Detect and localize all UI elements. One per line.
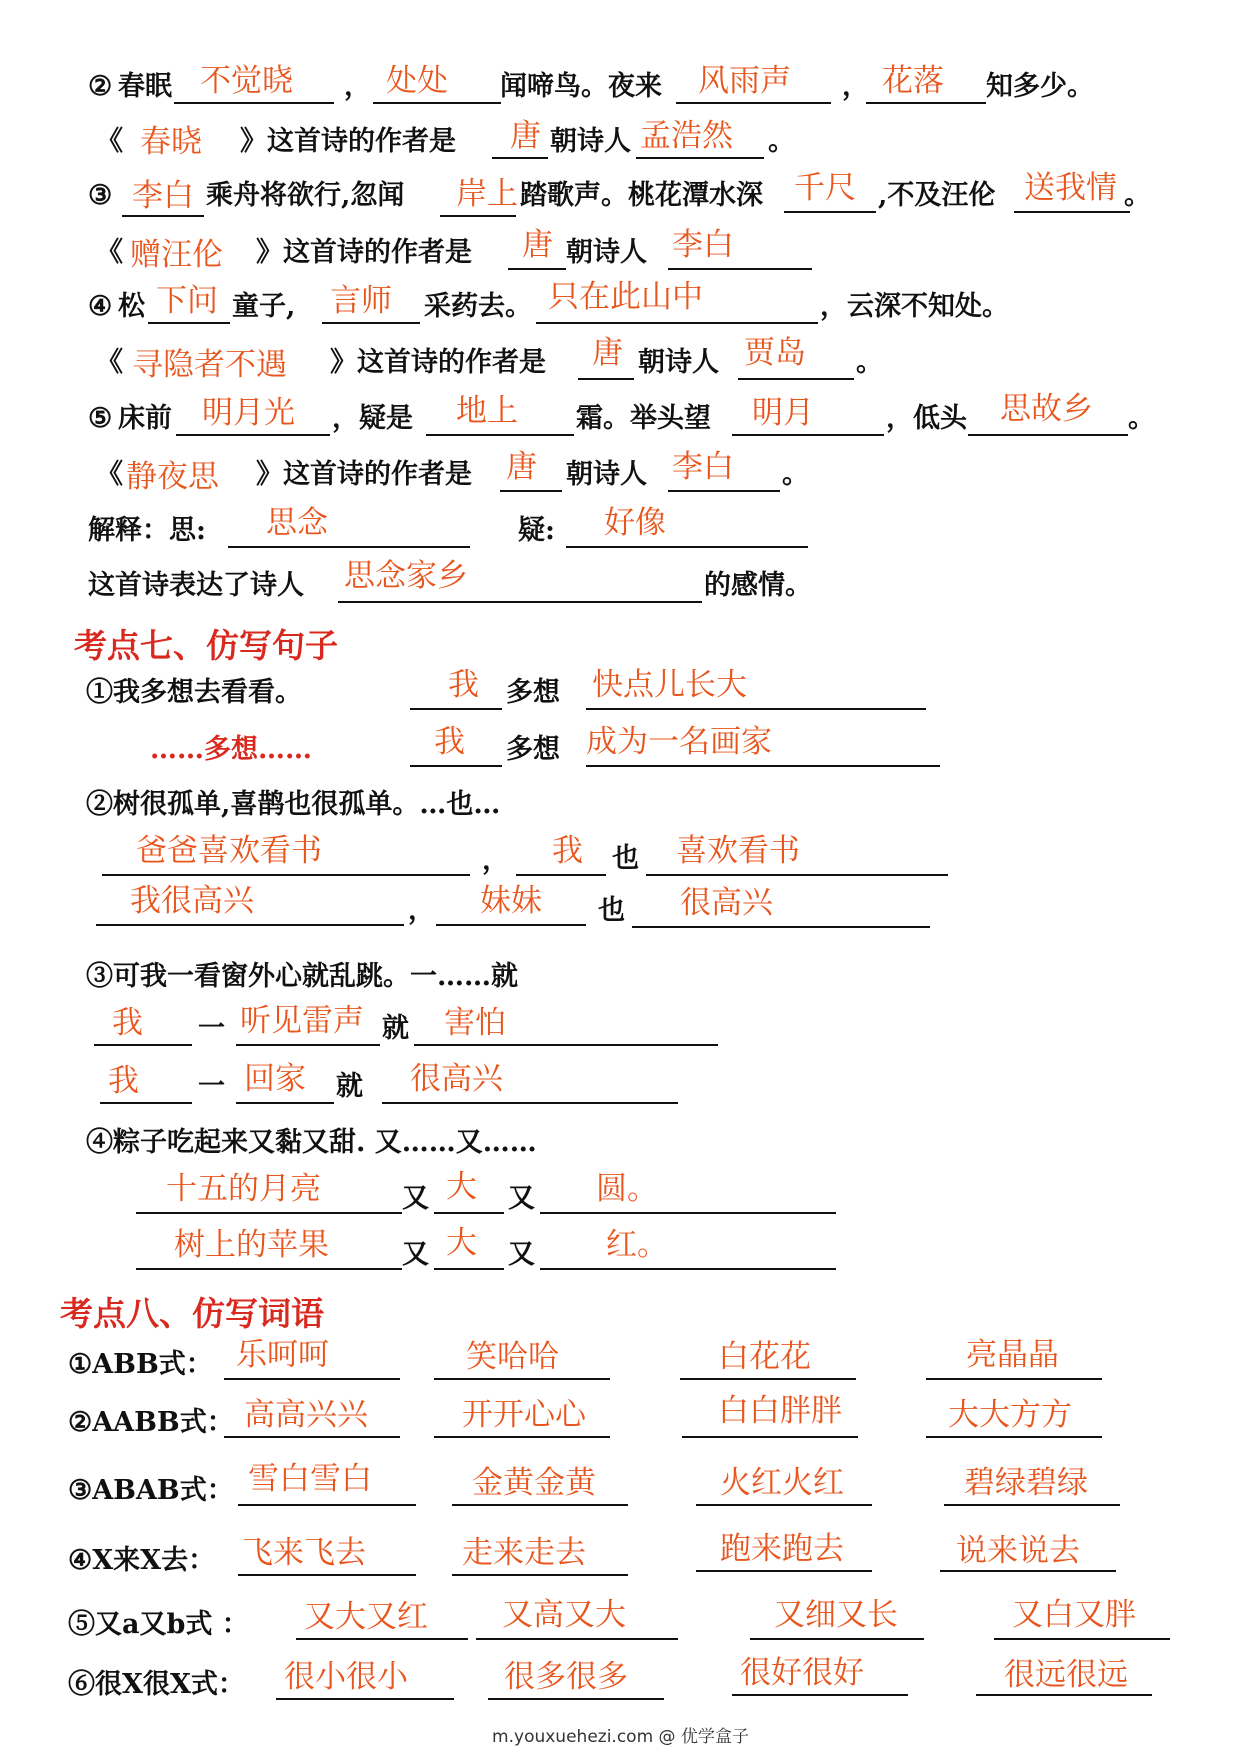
blank-line [96,924,404,926]
question-text: 朝诗人 [566,459,647,490]
answer: 很高兴 [680,885,773,921]
separator: ， [482,845,509,876]
blank-line [236,1044,380,1046]
blank-line [508,268,566,270]
blank-line [296,1638,468,1640]
blank-line [750,1638,924,1640]
answer: 送我情 [1024,170,1117,206]
blank-line [452,1504,628,1506]
word-pattern-label: ⑤又a又b式 ： [68,1609,249,1640]
word-row [0,1393,1241,1448]
question-text: 的感情。 [704,570,812,601]
verse-text: 闻啼鸟。夜来 [500,71,662,102]
blank-line [434,1268,504,1270]
s7-q3-row2 [0,1062,1241,1112]
answer: 李白 [132,178,194,214]
answer-word: 白白胖胖 [718,1393,842,1429]
answer-word: 大大方方 [948,1397,1072,1433]
word-pattern-label: ④X来X去： [68,1545,216,1576]
answer: 爸爸喜欢看书 [136,833,322,869]
answer: 言师 [330,283,392,319]
blank-line [732,1694,908,1696]
blank-line [338,601,702,603]
word-pattern-label: ①ABB式： [68,1349,213,1380]
answer: 岸上 [456,176,518,212]
answer: 红。 [606,1227,668,1263]
verse-text: ， [842,71,869,102]
answer: 大 [446,1225,477,1261]
word-row [0,1597,1241,1650]
answer-poet: 李白 [672,449,734,485]
blank-line [696,1504,872,1506]
question-text: 》这首诗的作者是 [256,237,472,268]
s7-q2-row2 [0,884,1241,934]
poem5-verse-line [0,391,1241,444]
answer-poem-title: 赠汪伦 [130,237,223,273]
question-text: 朝诗人 [566,237,647,268]
blank-line [866,102,986,104]
answer-word: 开开心心 [462,1397,586,1433]
blank-line [1014,211,1130,213]
answer: 好像 [604,505,666,541]
s7-q2-row1 [0,834,1241,884]
answer: 回家 [244,1061,306,1097]
question-text: 朝诗人 [550,126,631,157]
blank-line [228,546,470,548]
answer-word: 很小很小 [284,1659,408,1695]
blank-line [410,708,502,710]
verse-text: 。 [1124,180,1151,211]
question-text: 。 [768,126,795,157]
answer-word: 笑哈哈 [466,1339,559,1375]
s7-q1-row1 [0,668,1241,718]
blank-line [578,378,634,380]
answer-poet: 孟浩然 [640,118,733,154]
sentence-prompt: ①我多想去看看。 [86,677,302,708]
answer: 我 [108,1063,139,1099]
answer: 花落 [882,63,944,99]
separator: ， [408,895,435,926]
blank-line [174,102,334,104]
sentence-prompt: ③可我一看窗外心就乱跳。一……就 [86,961,518,992]
blank-line [414,1044,718,1046]
pattern-word: 又 [402,1239,429,1270]
blank-line [586,765,940,767]
blank-line [636,157,764,159]
verse-text: 松 [118,291,145,322]
s7-q2-prompt [0,780,1241,830]
poem5-author-line [0,450,1241,500]
verse-text: ，云深不知处。 [820,291,1009,322]
answer: 我 [112,1005,143,1041]
blank-line [122,215,204,217]
answer: 处处 [386,63,448,99]
verse-text: ，疑是 [332,403,413,434]
question-text: 》这首诗的作者是 [256,459,472,490]
pattern-word: 一 [198,1013,225,1044]
word-row [0,1337,1241,1390]
blank-line [476,1638,678,1640]
s7-q3-row1 [0,1004,1241,1054]
answer-word: 碧绿碧绿 [964,1465,1088,1501]
answer: 喜欢看书 [676,833,800,869]
blank-line [682,1436,858,1438]
blank-line [540,1268,836,1270]
book-bracket: 《 [96,347,123,378]
blank-line [676,102,831,104]
answer: 害怕 [444,1005,506,1041]
answer-word: 金黄金黄 [472,1465,596,1501]
answer-word: 又白又胖 [1012,1597,1136,1633]
answer: 我 [448,667,479,703]
book-bracket: 《 [96,459,123,490]
answer-dynasty: 唐 [510,118,541,154]
answer-poem-title: 春晓 [140,124,202,160]
answer: 我 [434,724,465,760]
pattern-word: 又 [402,1183,429,1214]
pattern-word: 也 [612,843,639,874]
blank-line [586,708,926,710]
blank-line [732,434,884,436]
blank-line [696,1570,872,1572]
s7-q4-prompt [0,1118,1241,1168]
site-footer: m.youxuehezi.com @ 优学盒子 [492,1727,749,1747]
blank-line [452,1574,628,1576]
verse-text: ,不及汪伦 [878,180,996,211]
answer: 明月 [752,395,814,431]
answer: 千尺 [794,170,856,206]
sentence-prompt: ②树很孤单,喜鹊也很孤单。…也… [86,789,501,820]
blank-line [322,322,420,324]
answer-word: 说来说去 [956,1533,1080,1569]
word-pattern-label: ②AABB式： [68,1407,234,1438]
question-number: ④ [88,291,113,322]
blank-line [136,1268,402,1270]
word-row [0,1461,1241,1516]
answer: 地上 [456,393,518,429]
answer-poet: 李白 [672,227,734,263]
answer-poet: 贾岛 [744,335,806,371]
answer-word: 飞来飞去 [242,1535,366,1571]
blank-line [148,322,230,324]
blank-line [646,874,948,876]
blank-line [994,1638,1170,1640]
blank-line [668,268,812,270]
answer-word: 又大又红 [304,1599,428,1635]
blank-line [238,1574,416,1576]
blank-line [102,874,470,876]
question-text: 。 [856,347,883,378]
answer-word: 高高兴兴 [244,1397,368,1433]
blank-line [976,1694,1152,1696]
answer-dynasty: 唐 [506,449,537,485]
blank-line [434,1212,504,1214]
poem4-author-line [0,335,1241,388]
answer-word: 跑来跑去 [720,1531,844,1567]
answer-word: 亮晶晶 [966,1337,1059,1373]
section-heading: 考点七、仿写句子 [74,626,338,665]
verse-text: 乘舟将欲行,忽闻 [206,180,405,211]
answer: 明月光 [202,395,295,431]
book-bracket: 《 [96,237,123,268]
book-bracket: 《 [96,126,123,157]
blank-line [94,1044,192,1046]
blank-line [940,1570,1116,1572]
answer-word: 白花花 [718,1339,811,1375]
answer-word: 又细又长 [774,1597,898,1633]
blank-line [136,1212,402,1214]
answer: 妹妹 [480,883,542,919]
s7-q4-row2 [0,1225,1241,1278]
explain-label: 疑: [518,515,555,546]
question-text: 朝诗人 [638,347,719,378]
verse-text: 床前 [118,403,172,434]
pattern-word: 多想 [506,677,560,708]
word-pattern-label: ⑥很X很X式： [68,1669,245,1700]
answer: 不觉晓 [200,63,293,99]
verse-text: 春眠 [118,71,172,102]
question-text: 这首诗表达了诗人 [88,570,304,601]
question-text: 》这首诗的作者是 [330,347,546,378]
answer: 十五的月亮 [166,1171,321,1207]
poem3-author-line [0,228,1241,278]
sentence-prompt: ④粽子吃起来又黏又甜. 又……又…… [86,1127,537,1158]
blank-line [680,1378,856,1380]
blank-line [968,434,1128,436]
blank-line [224,1378,400,1380]
answer-word: 很多很多 [504,1659,628,1695]
question-number: ③ [88,180,113,211]
pattern-word: 一 [198,1071,225,1102]
question-number: ⑤ [88,403,113,434]
verse-text: 霜。举头望 [576,403,711,434]
answer: 树上的苹果 [174,1227,329,1263]
blank-line [668,490,780,492]
blank-line [516,874,606,876]
answer: 很高兴 [410,1061,503,1097]
answer: 风雨声 [698,63,791,99]
blank-line [566,546,808,548]
blank-line [434,1378,610,1380]
blank-line [926,1436,1102,1438]
question-text: 。 [782,459,809,490]
blank-line [224,1436,400,1438]
verse-text: ，低头 [886,403,967,434]
verse-text: 采药去。 [424,291,532,322]
sentence-pattern: ……多想…… [150,734,312,765]
word-pattern-label: ③ABAB式： [68,1475,234,1506]
blank-line [632,926,930,928]
poem3-verse-line [0,171,1241,221]
question-number: ② [88,71,113,102]
answer: 思念家乡 [344,558,468,594]
answer-dynasty: 唐 [522,227,553,263]
pattern-word: 又 [508,1239,535,1270]
answer-poem-title: 寻隐者不遇 [132,347,287,383]
verse-text: 知多少。 [986,71,1094,102]
answer-word: 走来走去 [462,1535,586,1571]
blank-line [373,102,501,104]
s7-q3-prompt [0,952,1241,1002]
answer: 思念 [266,505,328,541]
blank-line [236,1102,334,1104]
blank-line [500,490,562,492]
s7-q4-row1 [0,1169,1241,1222]
pattern-word: 也 [598,895,625,926]
blank-line [738,378,854,380]
blank-line [492,157,548,159]
poem5-explain-line [0,506,1241,556]
pattern-word: 多想 [506,734,560,765]
verse-text: ， [344,71,371,102]
blank-line [440,215,516,217]
answer: 下问 [156,283,218,319]
verse-text: 。 [1128,403,1155,434]
word-row [0,1655,1241,1710]
blank-line [436,924,586,926]
blank-line [784,211,876,213]
explain-label: 解释：思: [88,515,206,546]
answer: 我 [552,833,583,869]
answer-word: 雪白雪白 [248,1461,372,1497]
answer-dynasty: 唐 [592,335,623,371]
poem2-author-line [0,117,1241,167]
pattern-word: 就 [336,1071,363,1102]
verse-text: 踏歌声。桃花潭水深 [520,180,763,211]
answer-word: 乐呵呵 [236,1337,329,1373]
blank-line [276,1698,454,1700]
answer-word: 很好很好 [740,1655,864,1691]
answer: 思故乡 [1000,391,1093,427]
blank-line [944,1504,1120,1506]
answer: 我很高兴 [130,883,254,919]
verse-text: 童子, [232,291,296,322]
answer: 听见雷声 [240,1003,364,1039]
poem5-feeling-line [0,558,1241,611]
answer-word: 火红火红 [720,1465,844,1501]
answer: 成为一名画家 [586,724,772,760]
blank-line [426,434,574,436]
answer: 大 [446,1169,477,1205]
s7-q1-row2 [0,725,1241,775]
pattern-word: 就 [382,1013,409,1044]
blank-line [410,765,502,767]
blank-line [926,1378,1102,1380]
answer: 圆。 [596,1171,658,1207]
answer-word: 很远很远 [1004,1657,1128,1693]
blank-line [100,1102,192,1104]
answer: 只在此山中 [548,279,703,315]
answer-poem-title: 静夜思 [126,459,219,495]
blank-line [488,1698,664,1700]
blank-line [238,1504,416,1506]
question-text: 》这首诗的作者是 [240,126,456,157]
section-heading: 考点八、仿写词语 [60,1294,324,1333]
blank-line [382,1102,678,1104]
blank-line [176,434,330,436]
poem4-verse-line [0,279,1241,332]
answer: 快点儿长大 [592,667,747,703]
word-row [0,1531,1241,1586]
blank-line [540,1212,836,1214]
answer-word: 又高又大 [502,1597,626,1633]
blank-line [434,1436,610,1438]
poem2-verse-line [0,62,1241,112]
pattern-word: 又 [508,1183,535,1214]
blank-line [536,322,818,324]
